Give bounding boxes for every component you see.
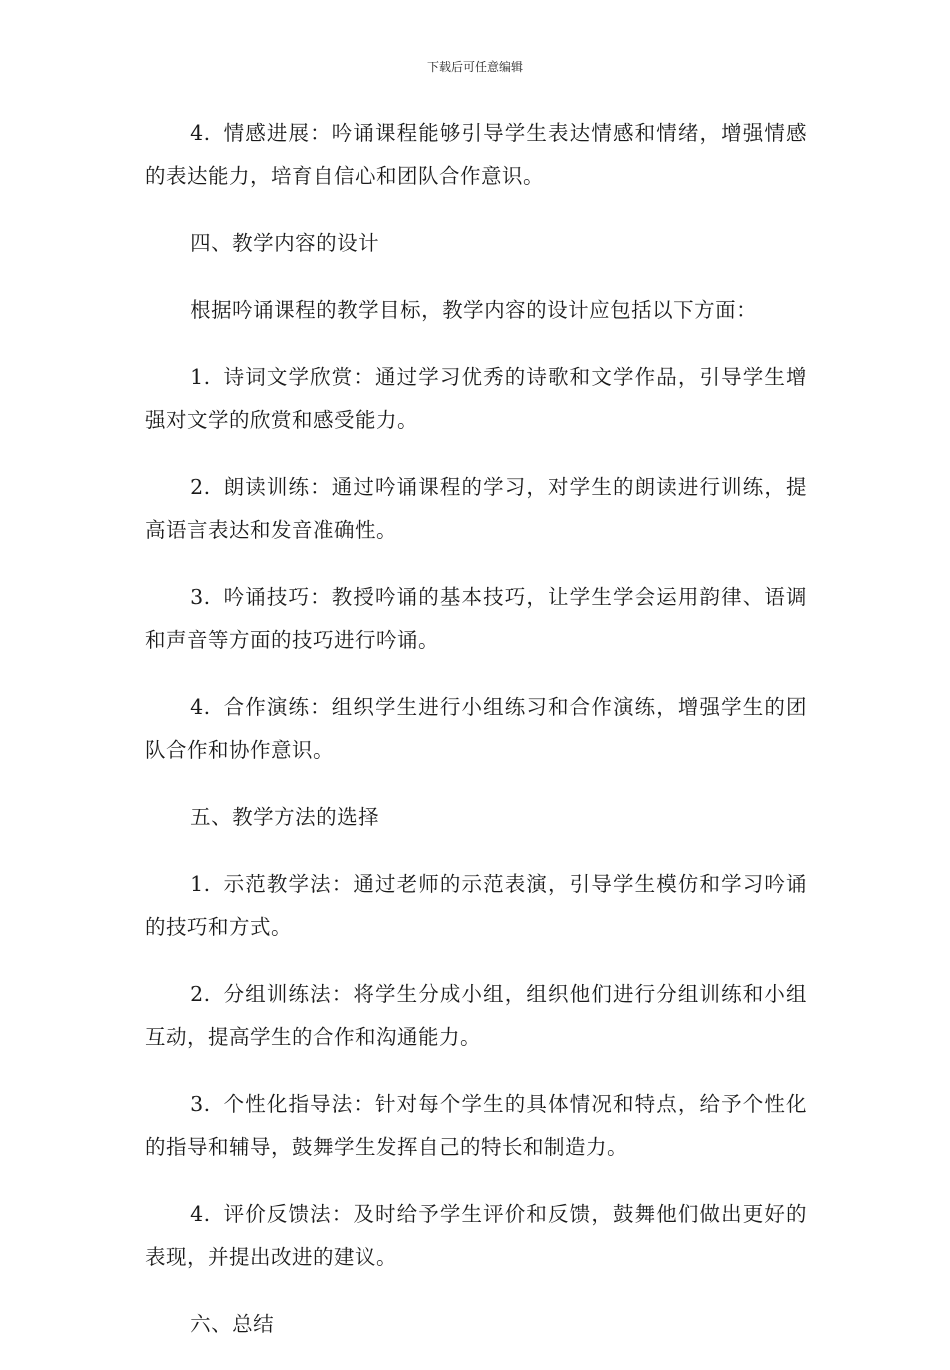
paragraph-poetry-appreciation (145, 356, 807, 442)
item-text: 分组训练法：将学生分成小组，组织他们进行分组训练和小组互动，提高学生的合作和沟通能力。 (145, 982, 807, 1049)
paragraph-reading-training (145, 466, 807, 552)
section-heading-summary: 六、总结 (190, 1312, 275, 1336)
item-number: 3. (190, 585, 211, 609)
section-heading-teaching-content: 四、教学内容的设计 (190, 231, 380, 255)
item-number: 4. (190, 695, 211, 719)
item-text: 示范教学法：通过老师的示范表演，引导学生模仿和学习吟诵的技巧和方式。 (145, 872, 807, 939)
item-text: 诗词文学欣赏：通过学习优秀的诗歌和文学作品，引导学生增强对文学的欣赏和感受能力。 (145, 365, 807, 432)
item-number: 2. (190, 982, 211, 1006)
section-heading-teaching-methods: 五、教学方法的选择 (190, 805, 380, 829)
item-number: 1. (190, 872, 211, 896)
item-text: 吟诵技巧：教授吟诵的基本技巧，让学生学会运用韵律、语调和声音等方面的技巧进行吟诵。 (145, 585, 807, 652)
item-number: 1. (190, 365, 211, 389)
item-text: 个性化指导法：针对每个学生的具体情况和特点，给予个性化的指导和辅导，鼓舞学生发挥自己的特长和制造力。 (145, 1092, 807, 1159)
paragraph-group-training-method (145, 973, 807, 1059)
item-text: 合作演练：组织学生进行小组练习和合作演练，增强学生的团队合作和协作意识。 (145, 695, 807, 762)
item-text: 朗读训练：通过吟诵课程的学习，对学生的朗读进行训练，提高语言表达和发音准确性。 (145, 475, 807, 542)
paragraph-content-intro: 根据吟诵课程的教学目标，教学内容的设计应包括以下方面： (190, 298, 758, 322)
paragraph-feedback-method (145, 1193, 807, 1279)
item-text: 情感进展：吟诵课程能够引导学生表达情感和情绪，增强情感的表达能力，培育自信心和团队合作意识。 (145, 121, 807, 188)
paragraph-personalized-guidance-method (145, 1083, 807, 1169)
item-number: 4. (190, 1202, 211, 1226)
paragraph-chanting-skills (145, 576, 807, 662)
item-number: 2. (190, 475, 211, 499)
paragraph-cooperative-practice (145, 686, 807, 772)
document-body (145, 112, 807, 1370)
item-number: 3. (190, 1092, 211, 1116)
paragraph-demonstration-method (145, 863, 807, 949)
page-header-note: 下载后可任意编辑 (426, 60, 523, 74)
item-text: 评价反馈法：及时给予学生评价和反馈，鼓舞他们做出更好的表现，并提出改进的建议。 (145, 1202, 807, 1269)
item-number: 4. (190, 121, 211, 145)
paragraph-emotion-development (145, 112, 807, 198)
